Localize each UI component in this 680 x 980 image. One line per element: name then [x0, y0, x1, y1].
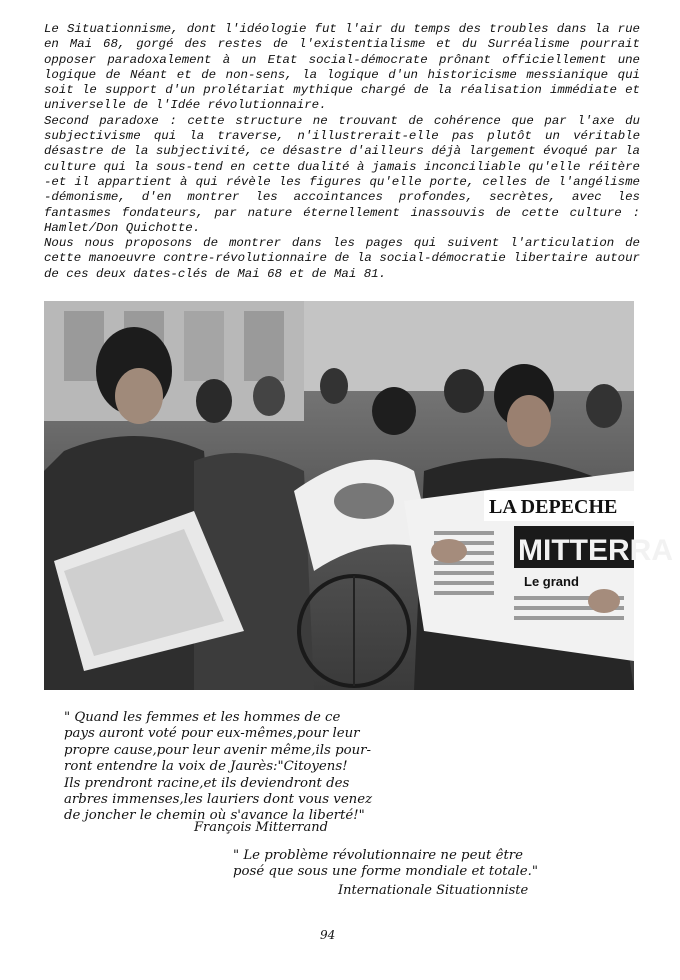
paragraph-3: Nous nous proposons de montrer dans les pages qui suivent l'articulation de cette manoeuvre contre-révolutionnaire de la social-démocratie libertaire autour de ces deux dates-clés de Mai 68 et de Mai 81. — [44, 236, 640, 281]
newspaper-masthead: LA DEPECHE — [489, 496, 618, 518]
quote-line: posé que sous une forme mondiale et totale." — [233, 864, 539, 880]
quote-line: de joncher le chemin où s'avance la liberté!" — [64, 808, 365, 824]
paragraph-1: Le Situationnisme, dont l'idéologie fut l'air du temps des troubles dans la rue en Mai 68, gorgé des restes de l'existentialisme et du Surréalisme pourrait opposer paradoxalement à un Etat social-démocrate prônant officiellement une logique de Néant et de non-sens, la logique d'un historicisme messianique qui soit le support d'un prolétariat mythique chargé de la réalisation immédiate et universelle de l'Idée révolutionnaire. — [44, 22, 640, 113]
newspaper-subline: Le grand — [524, 574, 579, 589]
situationist-attribution: Internationale Situationniste — [338, 883, 529, 898]
quote-line: ront entendre la voix de Jaurès:"Citoyens! — [64, 759, 348, 775]
quote-line: arbres immenses,les lauriers dont vous venez — [64, 792, 373, 808]
page-number: 94 — [320, 928, 336, 942]
quote-line: " Quand les femmes et les hommes de ce — [64, 710, 341, 725]
news-photo — [44, 301, 673, 690]
mitterrand-attribution: François Mitterrand — [194, 820, 328, 835]
crowd-reading-newspapers-photo — [44, 301, 673, 690]
article-text — [44, 22, 640, 282]
situationist-quote — [233, 848, 593, 881]
paragraph-2: Second paradoxe : cette structure ne trouvant de cohérence que par l'axe du subjectivisme qui la traverse, n'illustrerait-elle pas plutôt un véritable désastre de la subjectivité, ce désastre d'ailleurs déjà largement évoqué par la culture qui la sous-tend en cette dualité à jamais inconciliable qu'elle réitère -et il appartient à qui révèle les figures qu'elle porte, celles de l'angélisme -démonisme, d'en montrer les accointances profondes, secrètes, avec les fantasmes fondateurs, par nature éternellement inassouvis de cette culture : Hamlet/Don Quichotte. — [44, 113, 640, 235]
quote-line: propre cause,pour leur avenir même,ils pour- — [64, 742, 372, 758]
quote-line: Ils prendront racine,et ils deviendront des — [64, 775, 350, 791]
mitterrand-quote — [64, 710, 414, 825]
quote-line: pays auront voté pour eux-mêmes,pour leur — [64, 726, 360, 742]
quote-line: " Le problème révolutionnaire ne peut être — [233, 848, 524, 863]
newspaper-headline: MITTERRA — [518, 534, 673, 567]
